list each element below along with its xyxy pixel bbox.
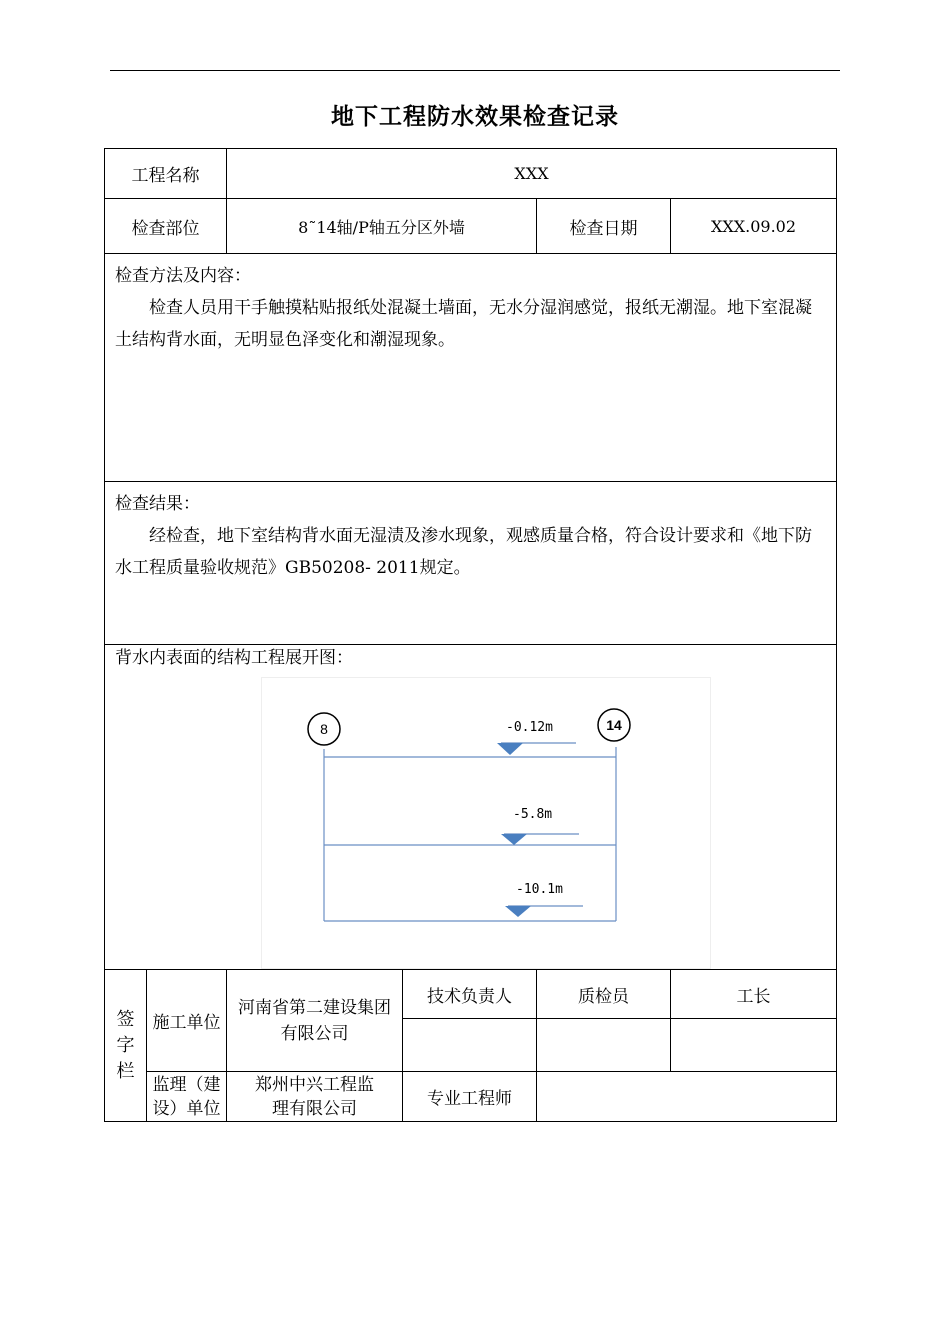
inspection-record-table	[104, 148, 837, 1122]
result-cell	[105, 482, 837, 645]
signature-section-label: 签字栏	[105, 970, 147, 1122]
engineer-label: 专业工程师	[403, 1072, 537, 1122]
result-row	[105, 482, 837, 645]
header-rule	[110, 70, 840, 71]
inspection-date-label: 检查日期	[537, 199, 671, 254]
diagram-row	[105, 645, 837, 970]
inspection-part-label: 检查部位	[105, 199, 227, 254]
project-name-value: XXX	[227, 149, 837, 199]
construction-unit-label: 施工单位	[147, 970, 227, 1072]
level-2-label: -5.8m	[513, 807, 553, 822]
axis-14-label: 14	[606, 717, 622, 733]
foreman-label: 工长	[671, 970, 837, 1019]
diagram-cell	[105, 645, 837, 970]
result-text: 经检查，地下室结构背水面无湿渍及渗水现象，观感质量合格，符合设计要求和《地下防水工程质量验收规范》GB50208- 2011规定。	[115, 526, 812, 578]
level-1-label: -0.12m	[506, 720, 553, 735]
tech-lead-signature[interactable]	[403, 1019, 537, 1072]
engineer-signature[interactable]	[537, 1072, 837, 1122]
level-2-marker	[501, 834, 527, 845]
foreman-signature[interactable]	[671, 1019, 837, 1072]
method-row	[105, 254, 837, 482]
signature-row-3	[105, 1072, 837, 1122]
elevation-diagram	[261, 677, 711, 969]
result-heading: 检查结果：	[115, 494, 200, 514]
method-text: 检查人员用干手触摸粘贴报纸处混凝土墙面，无水分湿润感觉，报纸无潮湿。地下室混凝土结构背水面，无明显色泽变化和潮湿现象。	[115, 298, 812, 350]
level-1-marker	[497, 743, 523, 755]
method-cell	[105, 254, 837, 482]
page-title: 地下工程防水效果检查记录	[331, 104, 619, 130]
level-3-marker	[505, 906, 531, 917]
inspection-part-value: 8˜14轴/P轴五分区外墙	[227, 199, 537, 254]
inspection-row	[105, 199, 837, 254]
diagram-heading: 背水内表面的结构工程展开图：	[115, 648, 353, 668]
supervision-unit-label: 监理（建设）单位	[147, 1072, 227, 1122]
supervision-unit-name: 郑州中兴工程监理有限公司	[227, 1072, 403, 1122]
level-3-label: -10.1m	[516, 882, 563, 897]
method-heading: 检查方法及内容：	[115, 266, 251, 286]
quality-inspector-label: 质检员	[537, 970, 671, 1019]
project-name-label: 工程名称	[105, 149, 227, 199]
axis-8-label: 8	[320, 721, 328, 737]
signature-row-1	[105, 970, 837, 1019]
construction-unit-name: 河南省第二建设集团有限公司	[227, 970, 403, 1072]
tech-lead-label: 技术负责人	[403, 970, 537, 1019]
project-row	[105, 149, 837, 199]
quality-inspector-signature[interactable]	[537, 1019, 671, 1072]
inspection-date-value: XXX.09.02	[671, 199, 837, 254]
